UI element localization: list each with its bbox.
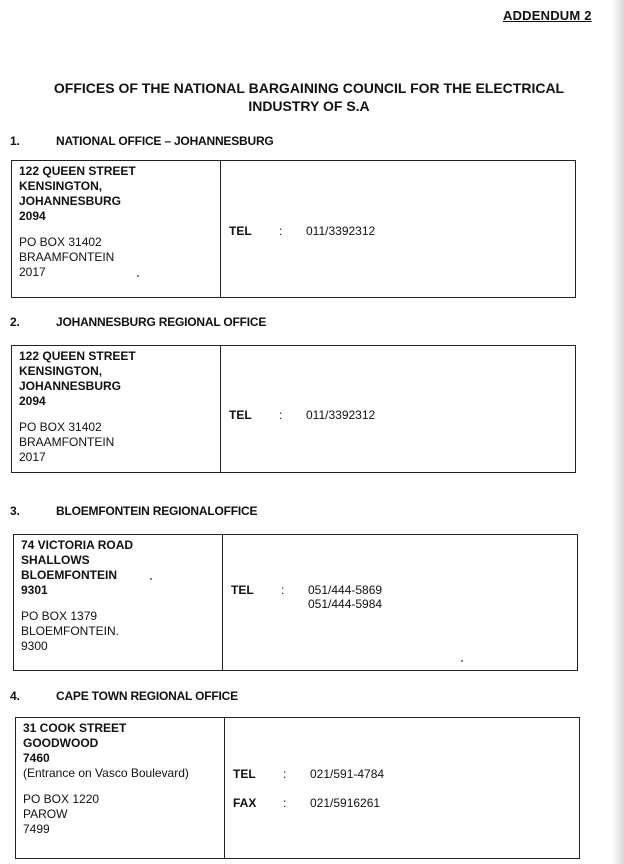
street-line: 7460 xyxy=(23,751,50,765)
tel-number: 051/444-5984 xyxy=(308,597,383,611)
office-box-cape-town xyxy=(15,717,580,859)
street-line: 2094 xyxy=(19,209,46,223)
office-box-johannesburg xyxy=(11,345,576,473)
section-title: NATIONAL OFFICE – JOHANNESBURG xyxy=(56,134,274,148)
section-number: 3. xyxy=(10,504,20,518)
address-column xyxy=(14,535,223,670)
street-line: KENSINGTON, xyxy=(19,179,103,193)
tel-number: 011/3392312 xyxy=(306,408,376,422)
title-line-2: INDUSTRY OF S.A xyxy=(248,98,370,114)
section-number: 1. xyxy=(10,134,20,148)
street-line: 2094 xyxy=(19,394,46,408)
section-heading-3 xyxy=(10,504,257,518)
page-edge-shadow xyxy=(612,0,624,864)
fax-number: 021/5916261 xyxy=(310,796,381,810)
contact-column xyxy=(221,346,575,472)
postal-line: BRAAMFONTEIN xyxy=(19,250,115,264)
section-number: 2. xyxy=(10,315,20,329)
postal-line: 9300 xyxy=(21,639,48,653)
separator: : xyxy=(281,583,285,597)
title-line-1: OFFICES OF THE NATIONAL BARGAINING COUNCIL FOR THE ELECTRICAL xyxy=(53,80,565,96)
postal-line: PO BOX 31402 xyxy=(19,420,102,434)
section-heading-2 xyxy=(10,315,266,329)
tel-number: 051/444-5869 xyxy=(308,583,383,597)
tel-label: TEL xyxy=(229,408,252,422)
office-box-national xyxy=(11,160,576,298)
street-line: JOHANNESBURG xyxy=(19,194,122,208)
section-heading-4 xyxy=(10,689,238,703)
postal-line: BRAAMFONTEIN xyxy=(19,435,115,449)
street-line: 9301 xyxy=(21,583,48,597)
office-box-bloemfontein xyxy=(13,534,578,671)
section-title: BLOEMFONTEIN REGIONALOFFICE xyxy=(56,504,258,518)
scan-speck xyxy=(150,578,152,580)
tel-row xyxy=(229,408,375,422)
section-title: CAPE TOWN REGIONAL OFFICE xyxy=(56,689,238,703)
address-column xyxy=(12,161,221,297)
entrance-note: (Entrance on Vasco Boulevard) xyxy=(23,766,189,780)
contact-column xyxy=(223,535,577,670)
contact-column xyxy=(221,161,575,297)
tel-row xyxy=(231,583,382,611)
address-column xyxy=(12,346,221,472)
postal-line: PAROW xyxy=(23,807,68,821)
separator: : xyxy=(283,767,287,781)
street-line: GOODWOOD xyxy=(23,736,99,750)
street-line: BLOEMFONTEIN xyxy=(21,568,117,582)
street-line: 122 QUEEN STREET xyxy=(19,164,136,178)
tel-number: 011/3392312 xyxy=(306,224,376,238)
address-column xyxy=(16,718,225,858)
tel-row xyxy=(233,767,384,781)
addendum-label: ADDENDUM 2 xyxy=(503,8,592,23)
street-line: 31 COOK STREET xyxy=(23,721,127,735)
street-line: 122 QUEEN STREET xyxy=(19,349,136,363)
street-line: SHALLOWS xyxy=(21,553,90,567)
section-title: JOHANNESBURG REGIONAL OFFICE xyxy=(56,315,267,329)
postal-line: 7499 xyxy=(23,822,50,836)
separator: : xyxy=(279,408,283,422)
scan-speck xyxy=(137,275,139,277)
separator: : xyxy=(279,224,283,238)
postal-line: PO BOX 31402 xyxy=(19,235,102,249)
postal-line: 2017 xyxy=(19,450,46,464)
tel-label: TEL xyxy=(233,767,256,781)
street-line: JOHANNESBURG xyxy=(19,379,122,393)
tel-number: 021/591-4784 xyxy=(310,767,385,781)
tel-label: TEL xyxy=(229,224,252,238)
postal-line: PO BOX 1220 xyxy=(23,792,100,806)
postal-line: BLOEMFONTEIN. xyxy=(21,624,120,638)
tel-label: TEL xyxy=(231,583,254,597)
fax-label: FAX xyxy=(233,796,257,810)
separator: : xyxy=(283,796,287,810)
fax-row xyxy=(233,796,380,810)
tel-row xyxy=(229,224,375,238)
scan-speck xyxy=(461,660,463,662)
street-line: KENSINGTON, xyxy=(19,364,103,378)
document-title xyxy=(14,79,604,115)
section-heading-1 xyxy=(10,134,274,148)
section-number: 4. xyxy=(10,689,20,703)
street-line: 74 VICTORIA ROAD xyxy=(21,538,134,552)
postal-line: 2017 xyxy=(19,265,46,279)
postal-line: PO BOX 1379 xyxy=(21,609,98,623)
contact-column xyxy=(225,718,579,858)
